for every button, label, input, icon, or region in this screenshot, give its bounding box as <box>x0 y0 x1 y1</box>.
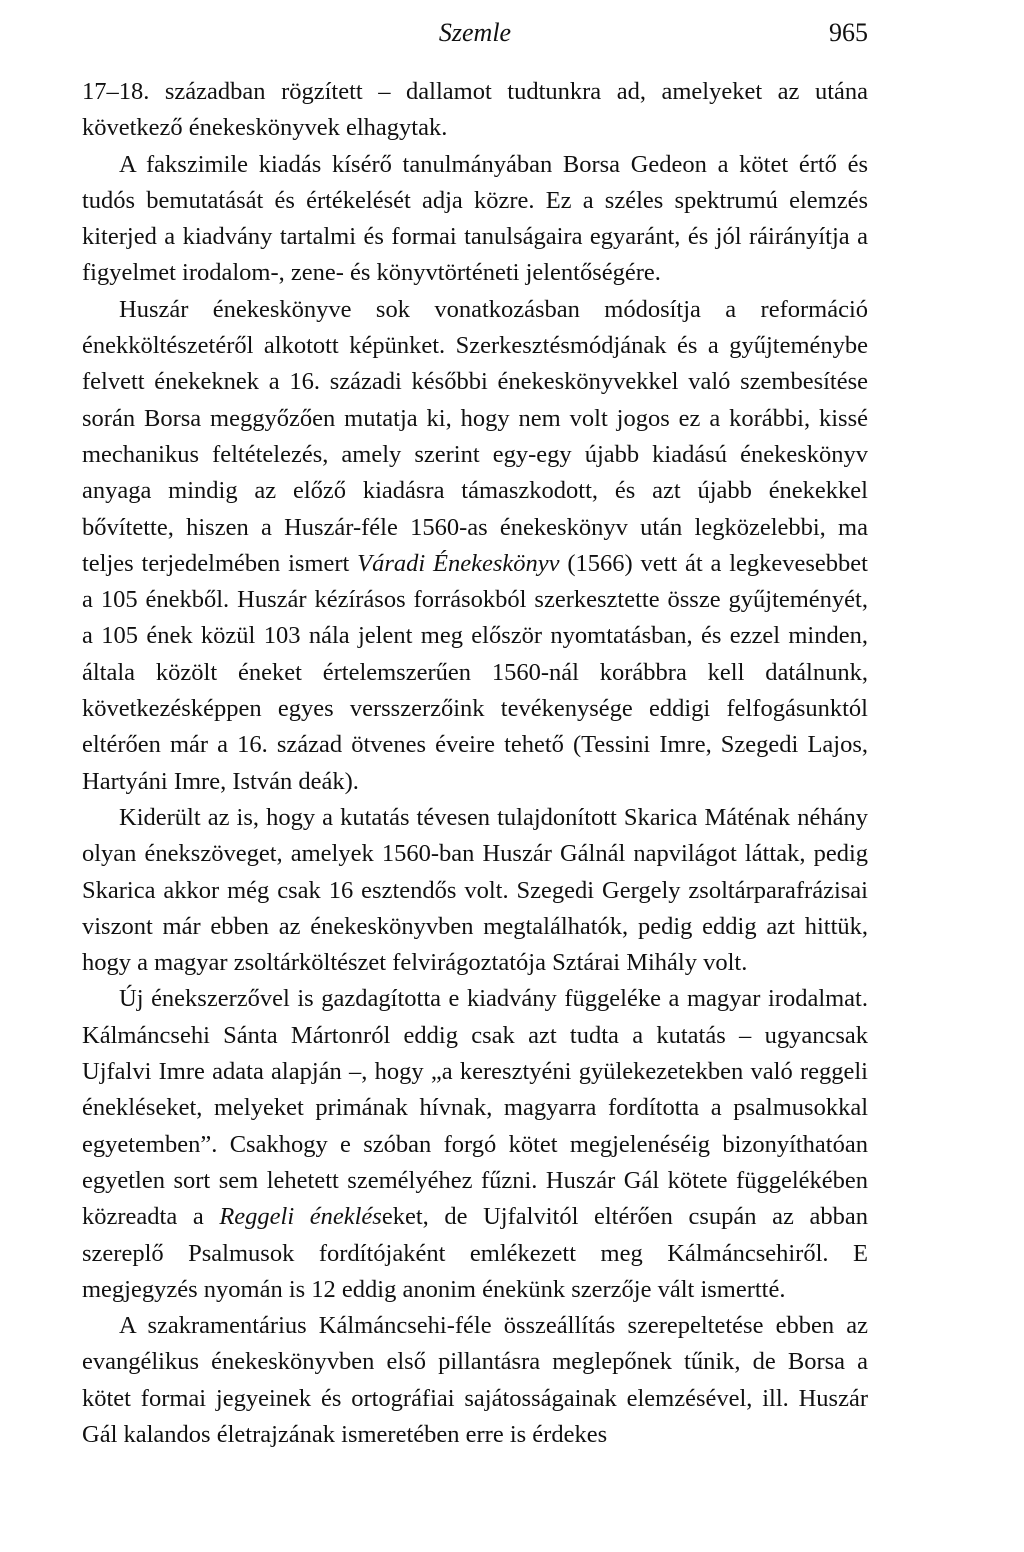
paragraph <box>82 74 868 147</box>
text-run: 17–18. században rögzített – dallamot tudtunkra ad, amelyeket az utána következő énekeskönyvek elhagytak. <box>82 78 868 142</box>
text-run: Huszár énekeskönyve sok vonatkozásban módosítja a reformáció énekköltészetéről alkotott képünket. Szerkesztésmódjának és a gyűjteménybe felvett énekeknek a 16. századi későbbi énekeskönyvekkel való szembesítése során Borsa meggyőzően mutatja ki, hogy nem volt jogos ez a korábbi, kissé mechanikus feltételezés, amely szerint egy-egy újabb kiadású énekeskönyv anyaga mindig az előző kiadásra támaszkodott, és azt újabb énekekkel bővítette, hiszen a Huszár-féle 1560-as énekeskönyv után legközelebbi, ma teljes terjedelmében ismert <box>82 295 868 577</box>
text-run: A szakramentárius Kálmáncsehi-féle összeállítás szerepeltetése ebben az evangélikus énekeskönyvben első pillantásra meglepőnek tűnik, de Borsa a kötet formai jegyeinek és ortográfiai sajátosságainak elemzésével, ill. Huszár Gál kalandos életrajzának ismeretében erre is érdekes <box>82 1312 868 1448</box>
body-text <box>82 74 868 1453</box>
paragraph <box>82 292 868 800</box>
italic-title: Váradi Énekeskönyv <box>357 549 560 577</box>
text-run: eket, de Ujfalvitól eltérően csupán az abban szereplő Psalmusok fordítójaként emlékezett meg Kálmáncsehiről. E megjegyzés nyomán is 12 eddig anonim énekünk szerzője vált ismertté. <box>82 1203 868 1303</box>
paragraph <box>82 147 868 292</box>
text-run: Új énekszerzővel is gazdagította e kiadvány függeléke a magyar irodalmat. Kálmáncsehi Sánta Mártonról eddig csak azt tudta a kutatás – ugyancsak Ujfalvi Imre adata alapján –, hogy „a keresztyéni gyülekezetekben való reggeli énekléseket, melyeket primának hívnak, magyarra fordította a psalmusokkal egyetemben”. Csakhogy e szóban forgó kötet megjelenéséig bizonyíthatóan egyetlen sort sem lehetett személyéhez fűzni. Huszár Gál kötete függelékében közreadta a <box>82 985 868 1231</box>
text-run: (1566) vett át a legkevesebbet a 105 énekből. Huszár kézírásos forrásokból szerkesztette össze gyűjteményét, a 105 ének közül 103 nála jelent meg először nyomtatásban, és ezzel minden, általa közölt éneket értelemszerűen 1560-nál korábbra kell datálnunk, következésképpen egyes versszerzőink tevékenysége eddigi felfogásunktól eltérően már a 16. század ötvenes éveire tehető (Tessini Imre, Szegedi Lajos, Hartyáni Imre, István deák). <box>82 549 868 795</box>
text-run: A fakszimile kiadás kísérő tanulmányában Borsa Gedeon a kötet értő és tudós bemutatását és értékelését adja közre. Ez a széles spektrumú elemzés kiterjed a kiadvány tartalmi és formai tanulságaira egyaránt, és jól ráirányítja a figyelmet irodalom-, zene- és könyvtörténeti jelentőségére. <box>82 150 868 287</box>
running-title: Szemle <box>438 18 512 47</box>
journal-page <box>82 18 868 1453</box>
italic-title: Reggeli éneklés <box>219 1203 382 1231</box>
text-run: Kiderült az is, hogy a kutatás tévesen tulajdonított Skarica Máténak néhány olyan énekszöveget, amelyek 1560-ban Huszár Gálnál napvilágot láttak, pedig Skarica akkor még csak 16 esztendős volt. Szegedi Gergely zsoltárparafrázisai viszont már ebben az énekeskönyvben megtalálhatók, pedig eddig azt hittük, hogy a magyar zsoltárköltészet felvirágoztatója Sztárai Mihály volt. <box>82 803 868 977</box>
paragraph <box>82 800 868 981</box>
running-header <box>82 18 868 52</box>
paragraph <box>82 1308 868 1453</box>
page-number: 965 <box>829 18 868 47</box>
paragraph <box>82 981 868 1308</box>
